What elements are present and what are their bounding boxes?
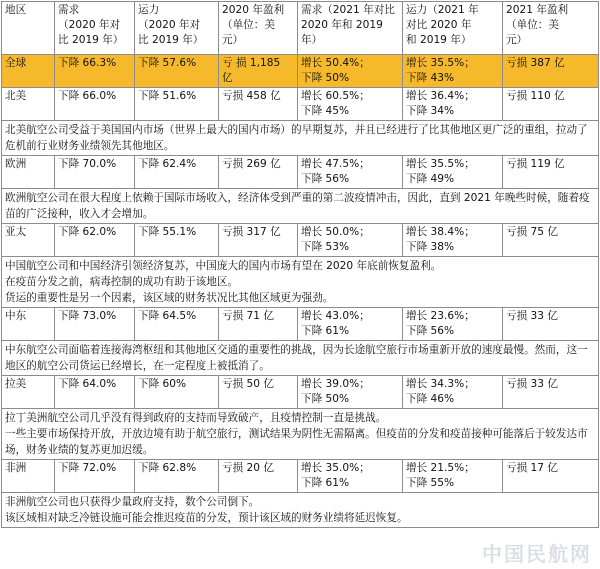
profit-2021-cell-text: 亏损 17 亿	[506, 462, 558, 474]
profit-2020-cell-line: 亏损 269 亿	[222, 158, 281, 170]
note-item	[5, 410, 595, 426]
profit-2020-cell	[219, 308, 298, 341]
note-text: 中国航空公司和中国经济引领经济复苏，中国庞大的国内市场有望在 2020 年底前恢复盈利。	[5, 260, 442, 272]
region-name-text: 全球	[5, 57, 27, 69]
region-row	[2, 308, 599, 341]
capacity-2021-cell	[403, 308, 503, 341]
demand-2021-cell-line: 增长 35.0%；	[301, 462, 370, 474]
region-row	[2, 156, 599, 189]
profit-2020-cell-line: 亿	[222, 72, 233, 84]
header-row	[2, 2, 599, 55]
demand-2020-cell	[55, 156, 135, 189]
demand-2021-cell-line: 增长 50.4%；	[301, 57, 370, 69]
region-notes-row	[2, 121, 599, 156]
header-profit-2021: 2021 年盈利 （单位：美 元）	[503, 2, 599, 55]
profit-2021-cell-text: 亏损 387 亿	[506, 57, 565, 69]
capacity-2020-cell-text: 下降 55.1%	[138, 226, 197, 238]
capacity-2021-cell-line: 增长 36.4%；	[406, 90, 475, 102]
header-demand-2020: 需求 （2020 年对 比 2019 年）	[55, 2, 135, 55]
demand-2021-cell-line: 下降 61%	[301, 325, 350, 337]
profit-2020-cell-line: 亏损 71 亿	[222, 310, 274, 322]
region-name	[2, 460, 55, 493]
capacity-2021-cell	[403, 224, 503, 257]
region-notes-row	[2, 409, 599, 460]
capacity-2021-cell-line: 增长 23.6%；	[406, 310, 475, 322]
demand-2021-cell	[298, 88, 403, 121]
profit-2020-cell	[219, 460, 298, 493]
demand-2021-cell-line: 下降 50%	[301, 393, 350, 405]
note-text: 货运的重要性是另一个因素，该区域的财务状况比其他区域更为强劲。	[5, 292, 334, 304]
demand-2020-cell-text: 下降 72.0%	[58, 462, 117, 474]
note-item	[5, 510, 595, 526]
demand-2021-cell-line: 增长 60.5%；	[301, 90, 370, 102]
notes-list	[5, 410, 595, 458]
profit-2021-cell-text: 亏损 119 亿	[506, 158, 565, 170]
profit-2020-cell-line: 亏损 317 亿	[222, 226, 281, 238]
profit-2021-cell	[503, 55, 599, 88]
region-row	[2, 460, 599, 493]
notes-list	[5, 342, 595, 374]
region-name-text: 拉美	[5, 378, 27, 390]
demand-2021-cell-line: 增长 43.0%；	[301, 310, 370, 322]
demand-2021-cell	[298, 156, 403, 189]
capacity-2021-cell	[403, 460, 503, 493]
note-text: 非洲航空公司也只获得少量政府支持，数个公司倒下。	[5, 496, 260, 508]
profit-2020-cell	[219, 376, 298, 409]
capacity-2021-cell-line: 下降 46%	[406, 393, 455, 405]
region-name	[2, 308, 55, 341]
profit-2021-cell	[503, 308, 599, 341]
region-notes-row	[2, 341, 599, 376]
region-notes-row	[2, 257, 599, 308]
demand-2020-cell	[55, 224, 135, 257]
demand-2021-cell-line: 增长 39.0%；	[301, 378, 370, 390]
region-name	[2, 55, 55, 88]
note-item	[5, 290, 595, 306]
note-item	[5, 426, 595, 458]
note-item	[5, 190, 595, 222]
capacity-2021-cell-line: 下降 43%	[406, 72, 455, 84]
profit-2021-cell-text: 亏损 33 亿	[506, 378, 558, 390]
note-text: 欧洲航空公司在很大程度上依赖于国际市场收入，经济体受到严重的第二波疫情冲击，因此，直到 2021 年晚些时候，随着疫苗的广泛接种，收入才会增加。	[5, 192, 590, 220]
demand-2020-cell-text: 下降 66.3%	[58, 57, 117, 69]
capacity-2020-cell	[135, 308, 219, 341]
watermark: 中国民航网	[482, 542, 592, 566]
demand-2021-cell	[298, 55, 403, 88]
profit-2020-cell	[219, 224, 298, 257]
region-notes	[2, 409, 599, 460]
region-notes-row	[2, 189, 599, 224]
capacity-2021-cell-line: 下降 56%	[406, 325, 455, 337]
demand-2020-cell	[55, 460, 135, 493]
demand-2021-cell-line: 下降 50%	[301, 72, 350, 84]
profit-2021-cell	[503, 156, 599, 189]
profit-2020-cell	[219, 156, 298, 189]
region-name-text: 亚太	[5, 226, 27, 238]
demand-2020-cell-text: 下降 64.0%	[58, 378, 117, 390]
notes-list	[5, 190, 595, 222]
region-name-text: 欧洲	[5, 158, 27, 170]
capacity-2021-cell	[403, 376, 503, 409]
profit-2020-cell-line: 亏损 50 亿	[222, 378, 274, 390]
demand-2020-cell-text: 下降 73.0%	[58, 310, 117, 322]
note-item	[5, 122, 595, 154]
region-row	[2, 55, 599, 88]
notes-list	[5, 122, 595, 154]
capacity-2020-cell	[135, 88, 219, 121]
capacity-2021-cell-line: 下降 49%	[406, 173, 455, 185]
header-region: 地区	[2, 2, 55, 55]
demand-2020-cell	[55, 55, 135, 88]
demand-2021-cell	[298, 224, 403, 257]
capacity-2021-cell-line: 下降 38%	[406, 241, 455, 253]
region-notes-row	[2, 493, 599, 528]
note-item	[5, 274, 595, 290]
capacity-2021-cell	[403, 55, 503, 88]
capacity-2020-cell-text: 下降 57.6%	[138, 57, 197, 69]
capacity-2021-cell-line: 增长 21.5%；	[406, 462, 475, 474]
region-name-text: 非洲	[5, 462, 27, 474]
note-text: 在疫苗分发之前，病毒控制的成功有助于该地区。	[5, 276, 239, 288]
demand-2021-cell-line: 下降 56%	[301, 173, 350, 185]
notes-list	[5, 258, 595, 306]
capacity-2021-cell-line: 下降 55%	[406, 477, 455, 489]
region-name-text: 北美	[5, 90, 27, 102]
notes-list	[5, 494, 595, 526]
capacity-2020-cell-text: 下降 62.8%	[138, 462, 197, 474]
demand-2020-cell	[55, 88, 135, 121]
profit-2021-cell-text: 亏损 75 亿	[506, 226, 558, 238]
profit-2020-cell-line: 亏损 20 亿	[222, 462, 274, 474]
header-capacity-2020: 运力 （2020 年对 比 2019 年）	[135, 2, 219, 55]
capacity-2020-cell	[135, 156, 219, 189]
demand-2021-cell-line: 下降 61%	[301, 477, 350, 489]
capacity-2021-cell-line: 增长 35.5%；	[406, 57, 475, 69]
capacity-2020-cell	[135, 224, 219, 257]
demand-2020-cell-text: 下降 66.0%	[58, 90, 117, 102]
profit-2020-cell-line: 亏 损 1,185	[222, 57, 281, 69]
region-notes	[2, 341, 599, 376]
region-row	[2, 224, 599, 257]
region-row	[2, 376, 599, 409]
demand-2021-cell	[298, 376, 403, 409]
note-text: 拉丁美洲航空公司几乎没有得到政府的支持而导致破产，且疫情控制一直是挑战。	[5, 412, 387, 424]
capacity-2020-cell-text: 下降 60%	[138, 378, 187, 390]
region-name	[2, 88, 55, 121]
profit-2021-cell	[503, 224, 599, 257]
capacity-2021-cell-line: 增长 34.3%；	[406, 378, 475, 390]
demand-2021-cell-line: 下降 53%	[301, 241, 350, 253]
note-text: 中东航空公司面临着连接海湾枢纽和其他地区交通的重要性的挑战，因为长途航空旅行市场重新开放的速度最慢。然而，这一地区的航空公司货运已经增长，在一定程度上被抵消了。	[5, 344, 588, 372]
capacity-2020-cell-text: 下降 51.6%	[138, 90, 197, 102]
demand-2020-cell	[55, 376, 135, 409]
header-profit-2020: 2020 年盈利 （单位：美 元）	[219, 2, 298, 55]
demand-2021-cell-line: 增长 47.5%；	[301, 158, 370, 170]
demand-2020-cell-text: 下降 62.0%	[58, 226, 117, 238]
regional-forecast-table	[1, 1, 599, 528]
profit-2020-cell	[219, 55, 298, 88]
note-text: 一些主要市场保持开放，开放边境有助于航空旅行，测试结果为阴性无需隔离。但疫苗的分发和疫苗接种可能落后于较发达市场，财务业绩的复苏更加迟缓。	[5, 428, 588, 456]
demand-2021-cell-line: 下降 45%	[301, 105, 350, 117]
demand-2021-cell	[298, 308, 403, 341]
capacity-2020-cell	[135, 376, 219, 409]
region-notes	[2, 121, 599, 156]
note-item	[5, 258, 595, 274]
demand-2021-cell-line: 增长 50.0%；	[301, 226, 370, 238]
header-capacity-2021: 运力（2021 年 对比 2020 年 和 2019 年）	[403, 2, 503, 55]
capacity-2020-cell	[135, 460, 219, 493]
profit-2021-cell	[503, 88, 599, 121]
note-item	[5, 342, 595, 374]
capacity-2020-cell-text: 下降 62.4%	[138, 158, 197, 170]
capacity-2021-cell	[403, 88, 503, 121]
demand-2020-cell	[55, 308, 135, 341]
capacity-2021-cell-line: 下降 34%	[406, 105, 455, 117]
capacity-2021-cell-line: 增长 38.4%；	[406, 226, 475, 238]
note-text: 北美航空公司受益于美国国内市场（世界上最大的国内市场）的早期复苏，并且已经进行了比其他地区更广泛的重组，拉动了危机前行业财务业绩领先其他地区。	[5, 124, 588, 152]
note-text: 该区域相对缺乏冷链设施可能会推迟疫苗的分发，预计该区域的财务业绩将延迟恢复。	[5, 512, 408, 524]
region-notes	[2, 189, 599, 224]
demand-2020-cell-text: 下降 70.0%	[58, 158, 117, 170]
profit-2020-cell	[219, 88, 298, 121]
region-name	[2, 156, 55, 189]
note-item	[5, 494, 595, 510]
region-name-text: 中东	[5, 310, 27, 322]
profit-2021-cell	[503, 376, 599, 409]
region-name	[2, 224, 55, 257]
capacity-2020-cell-text: 下降 64.5%	[138, 310, 197, 322]
region-name	[2, 376, 55, 409]
profit-2021-cell-text: 亏损 110 亿	[506, 90, 565, 102]
region-row	[2, 88, 599, 121]
capacity-2020-cell	[135, 55, 219, 88]
capacity-2021-cell-line: 增长 35.5%；	[406, 158, 475, 170]
profit-2020-cell-line: 亏损 458 亿	[222, 90, 281, 102]
profit-2021-cell-text: 亏损 33 亿	[506, 310, 558, 322]
region-notes	[2, 257, 599, 308]
demand-2021-cell	[298, 460, 403, 493]
header-demand-2021: 需求（2021 年对比 2020 年和 2019 年）	[298, 2, 403, 55]
profit-2021-cell	[503, 460, 599, 493]
region-notes	[2, 493, 599, 528]
capacity-2021-cell	[403, 156, 503, 189]
